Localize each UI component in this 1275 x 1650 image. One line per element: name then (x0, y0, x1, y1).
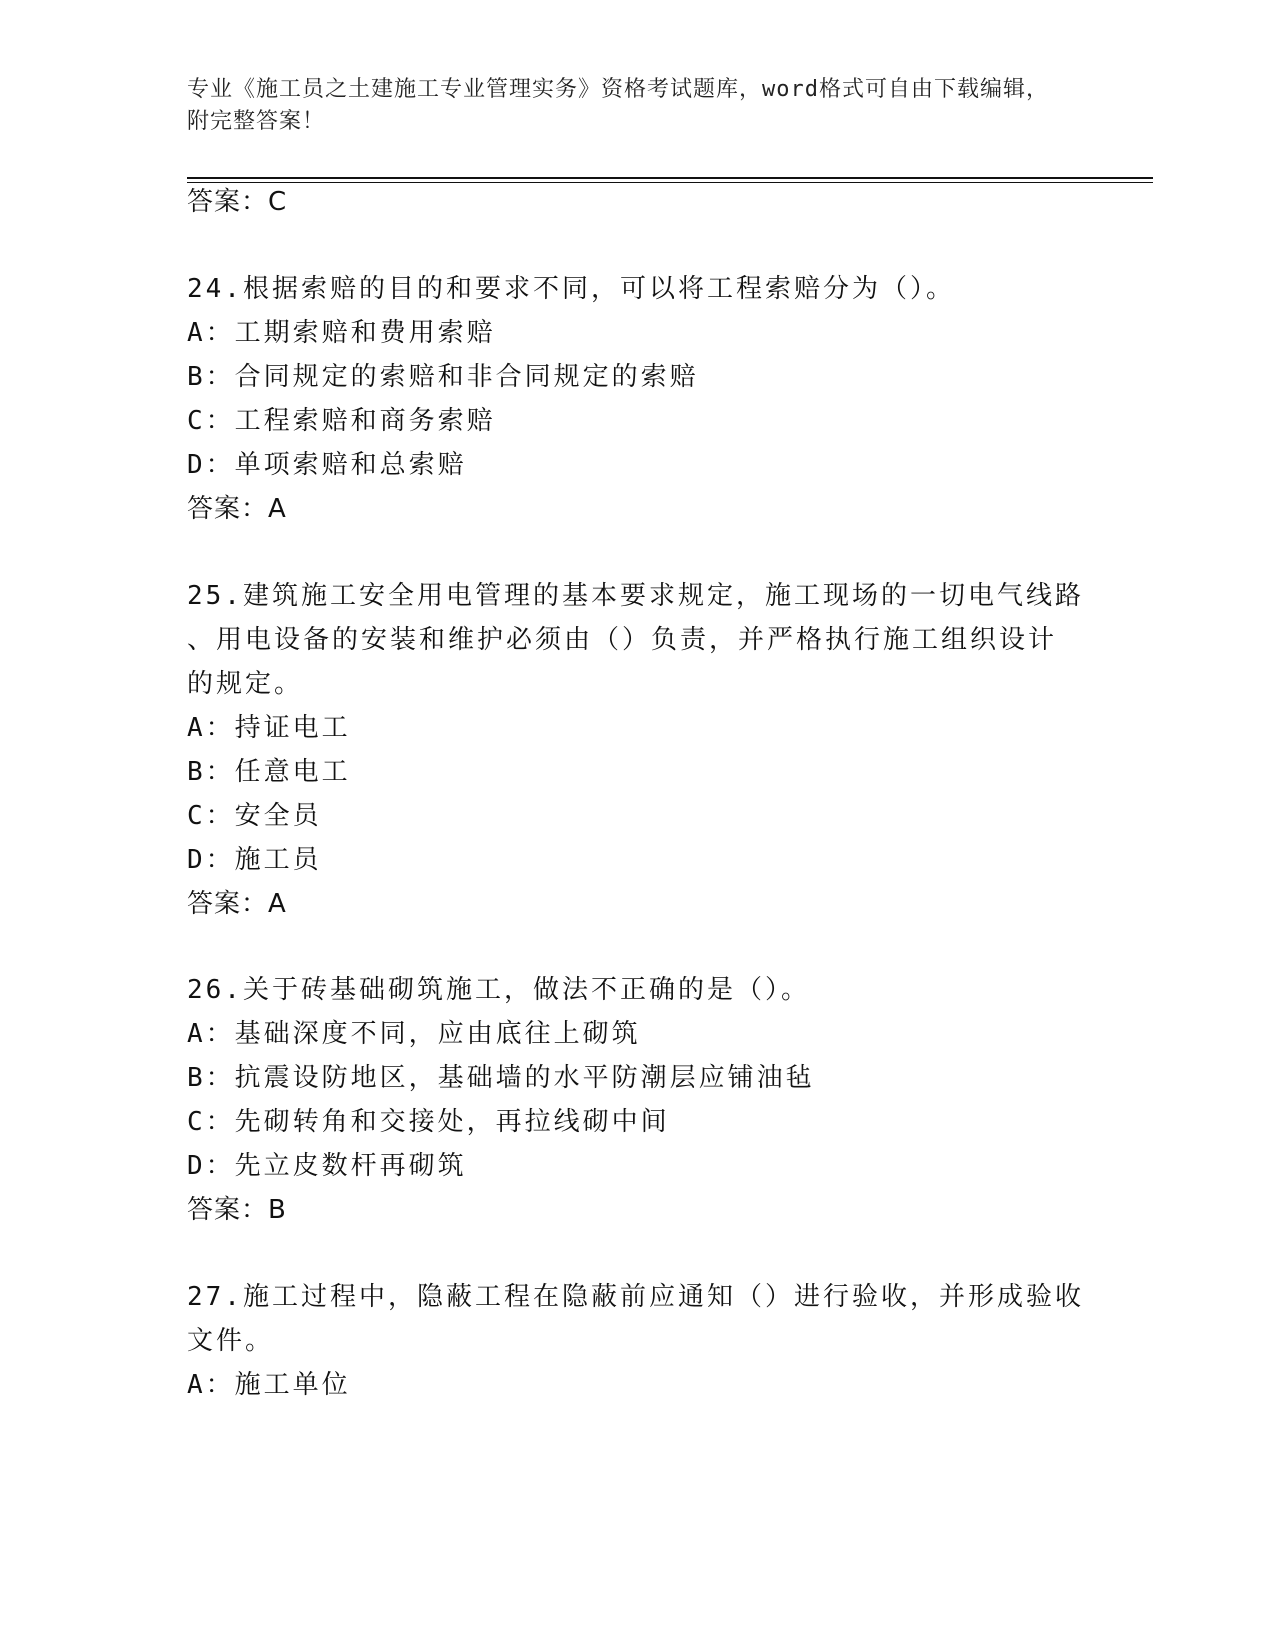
question-26-answer: 答案：B (187, 1195, 287, 1225)
question-24-option-a: A：工期索赔和费用索赔 (187, 318, 496, 348)
question-27-stem-line-1: 27.施工过程中，隐蔽工程在隐蔽前应通知（）进行验收，并形成验收 (187, 1282, 1084, 1312)
question-26-option-d: D：先立皮数杆再砌筑 (187, 1151, 467, 1181)
question-25-stem-line-2: 、用电设备的安装和维护必须由（）负责，并严格执行施工组织设计 (187, 625, 1058, 655)
question-25-stem-line-3: 的规定。 (187, 669, 304, 699)
question-26-option-c: C：先砌转角和交接处，再拉线砌中间 (187, 1107, 670, 1137)
document-header: 专业《施工员之土建施工专业管理实务》资格考试题库，word格式可自由下载编辑，附完整答案！ (187, 77, 1049, 134)
question-24-option-c: C：工程索赔和商务索赔 (187, 406, 496, 436)
question-24-option-b: B：合同规定的索赔和非合同规定的索赔 (187, 362, 699, 392)
header-divider-thin (187, 182, 1153, 183)
question-24-option-d: D：单项索赔和总索赔 (187, 450, 467, 480)
question-26-option-b: B：抗震设防地区，基础墙的水平防潮层应铺油毡 (187, 1063, 815, 1093)
question-25-option-b: B：任意电工 (187, 757, 351, 787)
question-24-answer: 答案：A (187, 494, 287, 524)
question-26-option-a: A：基础深度不同，应由底往上砌筑 (187, 1019, 641, 1049)
question-25-option-c: C：安全员 (187, 801, 322, 831)
question-26-stem: 26.关于砖基础砌筑施工，做法不正确的是（）。 (187, 975, 810, 1005)
question-25-option-d: D：施工员 (187, 845, 322, 875)
question-25-option-a: A：持证电工 (187, 713, 351, 743)
previous-answer: 答案：C (187, 187, 288, 217)
question-25-answer: 答案：A (187, 889, 287, 919)
question-27-option-a: A：施工单位 (187, 1370, 351, 1400)
question-24-stem: 24.根据索赔的目的和要求不同，可以将工程索赔分为（）。 (187, 274, 955, 304)
header-divider-thick (187, 177, 1153, 179)
question-25-stem-line-1: 25.建筑施工安全用电管理的基本要求规定，施工现场的一切电气线路 (187, 581, 1084, 611)
question-27-stem-line-2: 文件。 (187, 1326, 275, 1356)
